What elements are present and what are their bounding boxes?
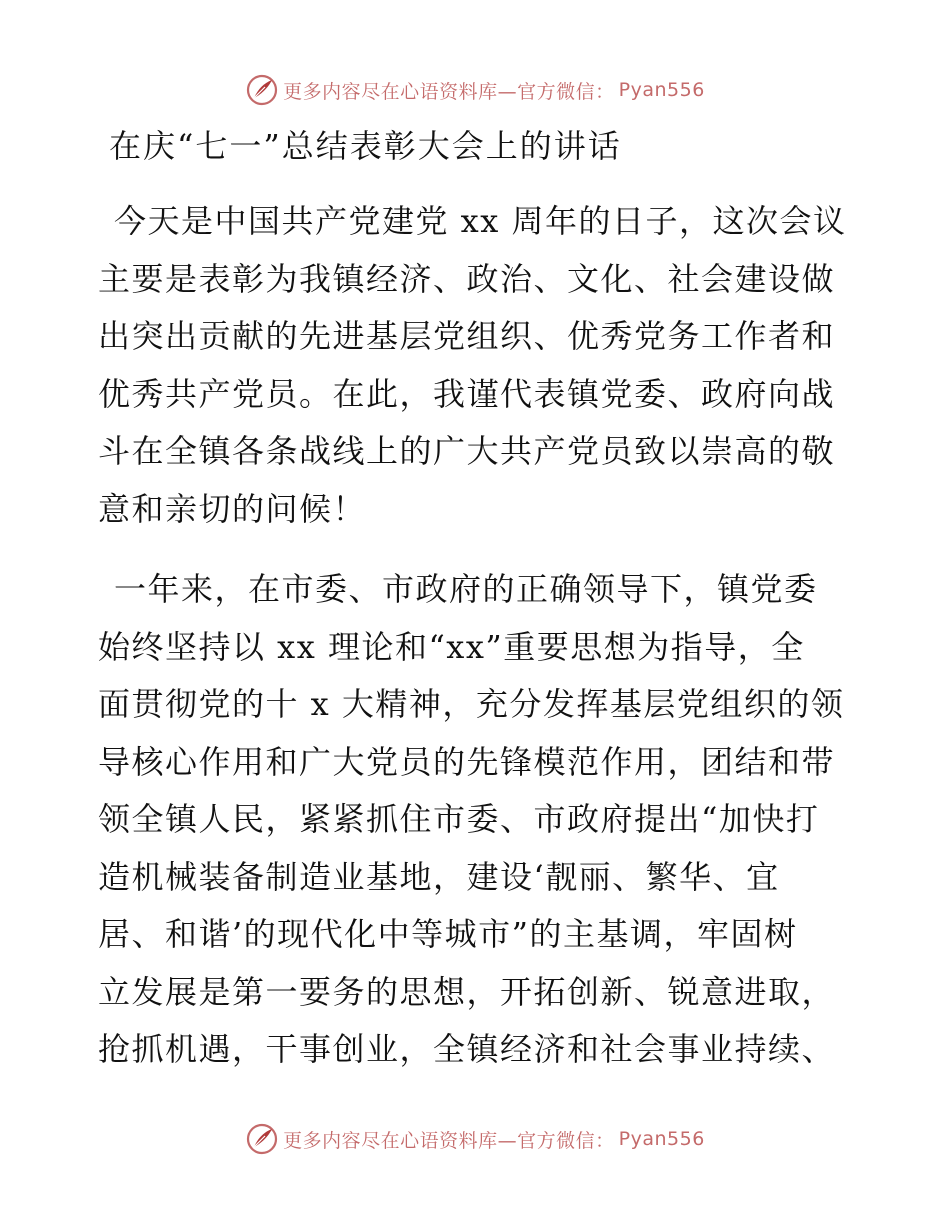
document-title: 在庆“七一”总结表彰大会上的讲话 (109, 127, 622, 165)
paragraph-line: 斗在全镇各条战线上的广大共产党员致以崇高的敬 (98, 432, 836, 470)
paragraph-line: 导核心作用和广大党员的先锋模范作用，团结和带 (98, 742, 836, 781)
paragraph-line: 主要是表彰为我镇经济、政治、文化、社会建设做 (98, 259, 836, 298)
paragraph-line: 居、和谐’的现代化中等城市”的主基调，牢固树 (98, 915, 798, 953)
paragraph-line: 造机械装备制造业基地，建设‘靓丽、繁华、宜 (98, 857, 780, 896)
paragraph-line: 抢抓机遇，干事创业，全镇经济和社会事业持续、 (98, 1030, 836, 1068)
paragraph-line: 面贯彻党的十 x 大精神，充分发挥基层党组织的领 (98, 685, 845, 723)
feather-pen-logo-icon (245, 1122, 279, 1156)
watermark-text: 更多内容尽在心语资料库—官方微信： (283, 80, 615, 103)
watermark-account: Pyan556 (618, 1128, 705, 1150)
paragraph-2 (98, 561, 858, 1079)
paragraph-line: 出突出贡献的先进基层党组织、优秀党务工作者和 (98, 317, 836, 355)
watermark-account: Pyan556 (618, 79, 705, 101)
paragraph-line: 一年来，在市委、市政府的正确领导下，镇党委 (114, 570, 818, 608)
paragraph-1 (98, 193, 858, 538)
paragraph-line: 今天是中国共产党建党 xx 周年的日子，这次会议 (114, 202, 847, 240)
paragraph-line: 优秀共产党员。在此，我谨代表镇党委、政府向战 (98, 374, 836, 413)
feather-pen-logo-icon (245, 73, 279, 107)
header-watermark (0, 70, 950, 110)
footer-watermark (0, 1119, 950, 1159)
paragraph-line: 始终坚持以 xx 理论和“xx”重要思想为指导，全 (98, 627, 805, 666)
paragraph-line: 立发展是第一要务的思想，开拓创新、锐意进取， (98, 972, 836, 1011)
paragraph-line: 领全镇人民，紧紧抓住市委、市政府提出“加快打 (98, 800, 820, 838)
paragraph-line: 意和亲切的问候！ (98, 489, 367, 528)
watermark-text: 更多内容尽在心语资料库—官方微信： (283, 1129, 615, 1152)
